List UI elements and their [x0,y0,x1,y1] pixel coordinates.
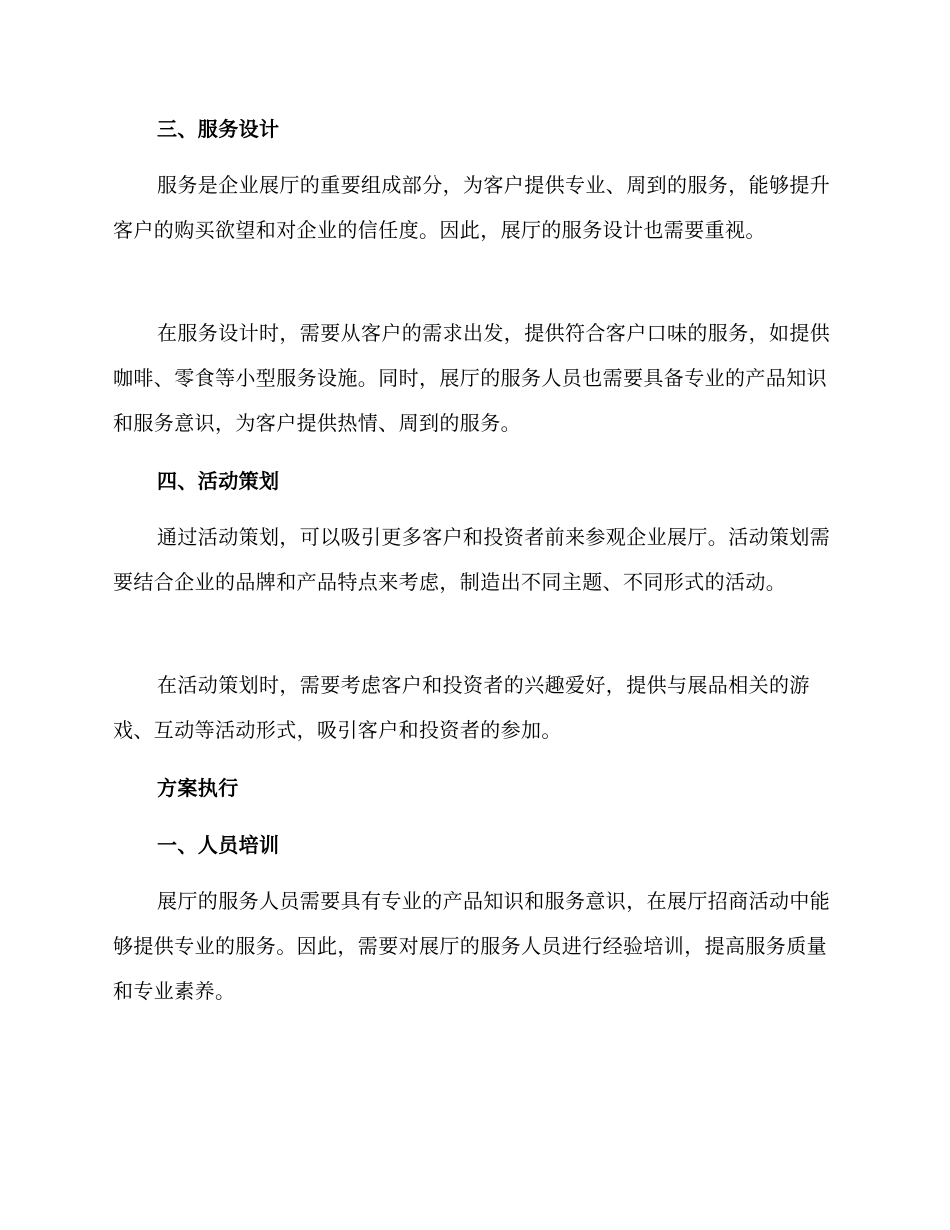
paragraph-service-design-details: 在服务设计时，需要从客户的需求出发，提供符合客户口味的服务，如提供咖啡、零食等小型服务设施。同时，展厅的服务人员也需要具备专业的产品知识和服务意识，为客户提供热情、周到的服务。 [113,321,831,435]
section-heading-plan-execution: 方案执行 [157,776,239,800]
paragraph-activity-details: 在活动策划时，需要考虑客户和投资者的兴趣爱好，提供与展品相关的游戏、互动等活动形式，吸引客户和投资者的参加。 [113,673,810,742]
section-heading-activity-planning: 四、活动策划 [157,469,280,493]
section-heading-staff-training: 一、人员培训 [157,833,280,857]
paragraph-activity-purpose: 通过活动策划，可以吸引更多客户和投资者前来参观企业展厅。活动策划需要结合企业的品牌和产品特点来考虑，制造出不同主题、不同形式的活动。 [113,525,831,594]
paragraph-staff-training: 展厅的服务人员需要具有专业的产品知识和服务意识，在展厅招商活动中能够提供专业的服务。因此，需要对展厅的服务人员进行经验培训，提高服务质量和专业素养。 [113,889,831,1003]
paragraph-service-importance: 服务是企业展厅的重要组成部分，为客户提供专业、周到的服务，能够提升客户的购买欲望和对企业的信任度。因此，展厅的服务设计也需要重视。 [113,173,831,242]
section-heading-service-design: 三、服务设计 [157,117,280,141]
